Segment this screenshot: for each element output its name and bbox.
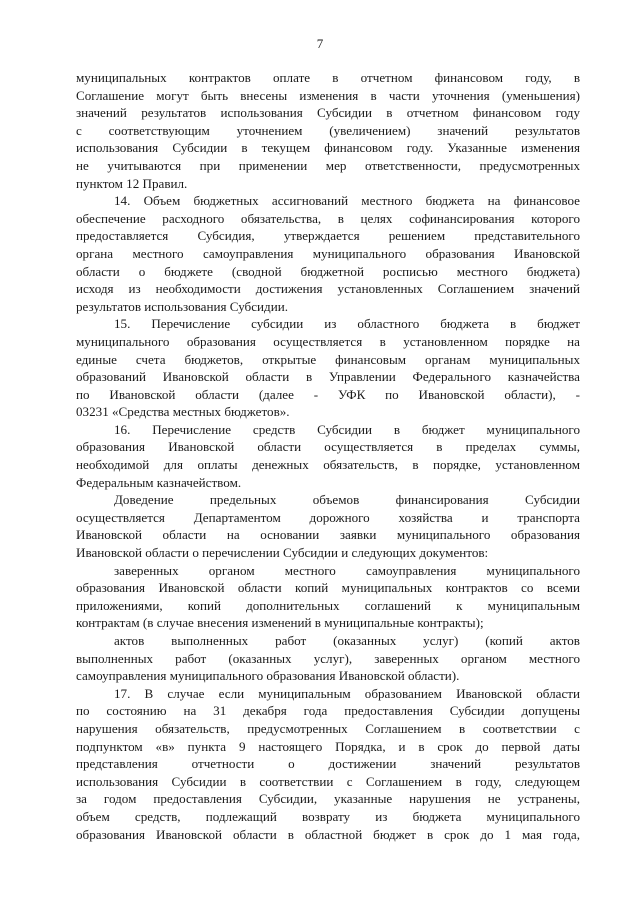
text-line: муниципальных контрактов оплате в отчетном финансовом году, в xyxy=(76,70,580,85)
text-line: Федеральным казначейством. xyxy=(76,474,242,490)
text-line: выполненных работ (оказанных услуг), заверенных органом местного xyxy=(76,650,580,666)
paragraph xyxy=(76,315,580,421)
text-line: исходя из необходимости достижения установленных Соглашением значений xyxy=(76,281,580,297)
text-line: представления отчетности о достижении значений результатов xyxy=(76,756,580,772)
paragraph xyxy=(76,192,580,315)
text-line: 16. Перечисление средств Субсидии в бюджет муниципального xyxy=(114,421,580,437)
text-line: нарушения обязательств, предусмотренных Соглашением в соответствии с xyxy=(76,720,580,736)
text-line: Соглашение могут быть внесены изменения в части уточнения (уменьшения) xyxy=(76,87,580,103)
paragraph xyxy=(76,685,580,843)
text-line: 17. В случае если муниципальным образованием Ивановской области xyxy=(114,685,580,701)
paragraph xyxy=(76,421,580,491)
text-line: значений результатов использования Субсидии в отчетном финансовом году xyxy=(76,105,580,121)
text-line: 03231 «Средства местных бюджетов». xyxy=(76,404,290,420)
text-line: образования Ивановской области в областной бюджет в срок до 1 мая года, xyxy=(76,826,580,842)
text-line: образований Ивановской области в Управлении Федерального казначейства xyxy=(76,369,580,385)
text-line: предоставляется Субсидия, утверждается решением представительного xyxy=(76,228,580,244)
text-line: обеспечение расходного обязательства, в целях софинансирования которого xyxy=(76,210,580,226)
text-line: за годом предоставления Субсидии, указанные нарушения не устранены, xyxy=(76,791,580,807)
text-line: Ивановской области на основании заявки муниципального образования xyxy=(76,527,580,543)
text-line: Ивановской области о перечислении Субсидии и следующих документов: xyxy=(76,545,489,561)
text-line: единые счета бюджетов, открытые финансовым органам муниципальных xyxy=(76,351,580,367)
text-line: 15. Перечисление субсидии из областного бюджета в бюджет xyxy=(114,316,580,332)
text-line: Доведение предельных объемов финансирования Субсидии xyxy=(114,492,580,508)
page-number: 7 xyxy=(316,36,324,51)
text-line: пунктом 12 Правил. xyxy=(76,175,188,191)
paragraph xyxy=(76,491,580,561)
text-line: органа местного самоуправления муниципального образования Ивановской xyxy=(76,245,580,261)
text-line: с соответствующим уточнением (увеличением) значений результатов xyxy=(76,122,580,138)
text-line: контрактам (в случае внесения изменений в муниципальные контракты); xyxy=(76,615,484,631)
text-line: по состоянию на 31 декабря года предоставления Субсидии допущены xyxy=(76,703,580,719)
text-line: 14. Объем бюджетных ассигнований местного бюджета на финансовое xyxy=(114,193,580,209)
text-line: актов выполненных работ (оказанных услуг) (копий актов xyxy=(114,633,580,648)
text-line: результатов использования Субсидии. xyxy=(76,298,288,314)
text-line: необходимой для оплаты денежных обязательств, в порядке, установленном xyxy=(76,457,580,473)
text-line: осуществляется Департаментом дорожного хозяйства и транспорта xyxy=(76,509,580,525)
text-line: не учитываются при применении мер ответственности, предусмотренных xyxy=(76,157,580,173)
paragraph xyxy=(76,632,580,685)
text-line: приложениями, копий дополнительных соглашений к муниципальным xyxy=(76,597,580,613)
text-line: области о бюджете (сводной бюджетной росписью местного бюджета) xyxy=(76,263,580,279)
text-line: заверенных органом местного самоуправления муниципального xyxy=(114,562,580,578)
text-line: объем средств, подлежащий возврату из бюджета муниципального xyxy=(76,808,580,824)
text-line: образования Ивановской области осуществляется в пределах суммы, xyxy=(76,439,580,455)
text-line: по Ивановской области (далее - УФК по Ивановской области), - xyxy=(76,386,580,402)
paragraph xyxy=(76,69,580,192)
text-line: использования Субсидии в текущем финансовом году. Указанные изменения xyxy=(76,140,580,156)
text-line: образования Ивановской области копий муниципальных контрактов со всеми xyxy=(76,580,580,596)
text-line: самоуправления муниципального образования Ивановской области). xyxy=(76,668,460,684)
text-line: подпунктом «в» пункта 9 настоящего Порядка, и в срок до первой даты xyxy=(76,738,580,754)
document-body xyxy=(76,69,580,843)
paragraph xyxy=(76,562,580,632)
text-line: муниципального образования осуществляется в установленном порядке на xyxy=(76,333,580,349)
text-line: использования Субсидии в соответствии с Соглашением в году, следующем xyxy=(76,773,580,789)
